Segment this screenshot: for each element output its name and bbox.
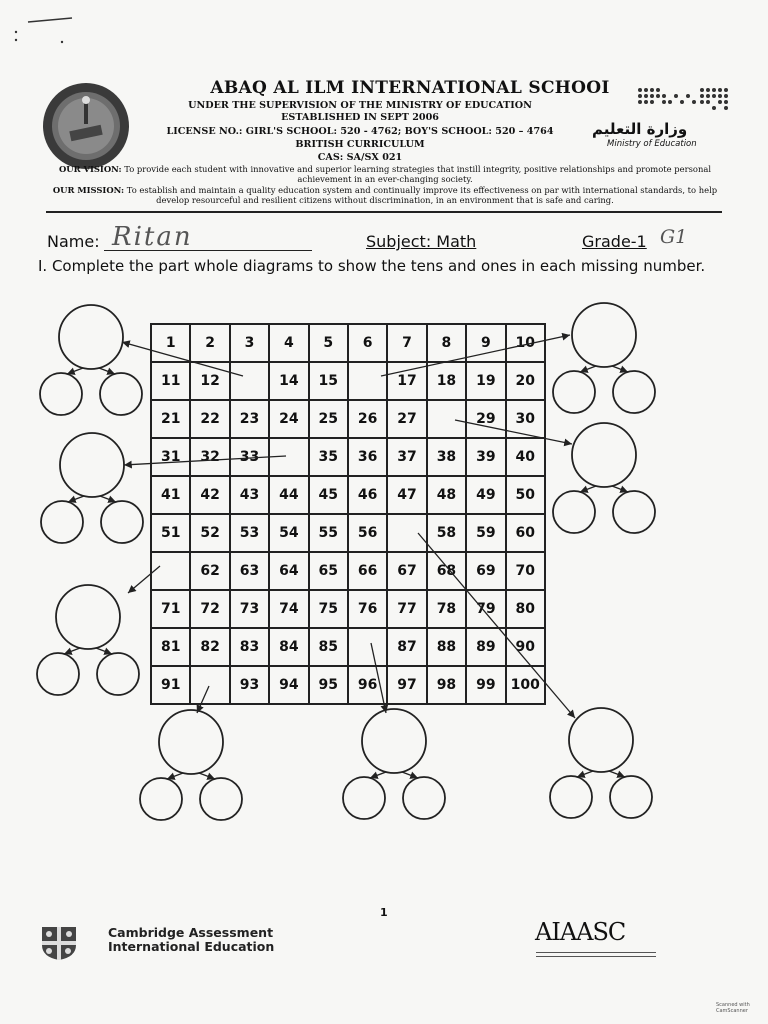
connector-arrow (371, 643, 386, 713)
branch-line-left (577, 771, 593, 777)
branch-line-left (64, 648, 80, 654)
number-cell: 2 (190, 324, 229, 362)
number-cell: 62 (190, 552, 229, 590)
connector-arrow (381, 335, 570, 376)
number-cell: 17 (387, 362, 426, 400)
number-cell: 77 (387, 590, 426, 628)
number-cell: 97 (387, 666, 426, 704)
part-whole-diagram (140, 710, 242, 820)
number-cell: 90 (506, 628, 545, 666)
number-cell: 23 (230, 400, 269, 438)
school-name: ABAQ AL ILM INTERNATIONAL SCHOOI (210, 78, 610, 98)
student-name-handwritten[interactable]: Ritan (112, 222, 193, 252)
number-cell: 68 (427, 552, 466, 590)
number-cell: 18 (427, 362, 466, 400)
branch-line-left (67, 368, 83, 374)
number-cell: 94 (269, 666, 308, 704)
connector-arrow (124, 456, 286, 465)
number-cell: 72 (190, 590, 229, 628)
number-cell: 85 (309, 628, 348, 666)
number-cell: 51 (151, 514, 190, 552)
mission-label: OUR MISSION: (52, 185, 125, 195)
number-cell: 4 (269, 324, 308, 362)
number-cell: 25 (309, 400, 348, 438)
number-cell: 63 (230, 552, 269, 590)
whole-circle[interactable] (159, 710, 223, 774)
aiaasc-logo: AIAASC (535, 918, 626, 946)
number-cell: 60 (506, 514, 545, 552)
whole-circle[interactable] (59, 305, 123, 369)
branch-line-right (612, 366, 628, 372)
branch-line-left (580, 366, 596, 372)
number-cell: 67 (387, 552, 426, 590)
number-cell: 19 (466, 362, 505, 400)
page-number: 1 (380, 906, 388, 919)
number-cell: 12 (190, 362, 229, 400)
branch-line-right (100, 496, 116, 502)
ones-part-circle[interactable] (101, 501, 143, 543)
number-cell: 80 (506, 590, 545, 628)
branch-line-right (402, 772, 418, 778)
ministry-arabic-name: وزارة التعليم (592, 120, 688, 138)
header-line-license: LICENSE NO.: GIRL'S SCHOOL: 520 - 4762; BOY'S SCHOOL: 520 – 4764 (166, 126, 554, 137)
number-cell: 41 (151, 476, 190, 514)
camscanner-badge: Scanned with CamScanner (716, 1002, 750, 1014)
branch-line-right (612, 486, 628, 492)
number-cell: 53 (230, 514, 269, 552)
connector-arrow (122, 342, 243, 376)
number-cell: 39 (466, 438, 505, 476)
number-cell: 79 (466, 590, 505, 628)
number-cell: 24 (269, 400, 308, 438)
whole-circle[interactable] (362, 709, 426, 773)
ones-part-circle[interactable] (403, 777, 445, 819)
number-cell: 38 (427, 438, 466, 476)
header-line-curriculum: BRITISH CURRICULUM (295, 139, 425, 150)
ones-part-circle[interactable] (613, 491, 655, 533)
number-cell: 81 (151, 628, 190, 666)
cambridge-line1: Cambridge Assessment (108, 925, 274, 940)
connector-arrow (455, 420, 572, 444)
connector-arrow (197, 686, 209, 713)
ministry-english-name: Ministry of Education (607, 139, 697, 149)
branch-line-left (370, 772, 386, 778)
number-cell: 54 (269, 514, 308, 552)
name-label: Name: (47, 232, 100, 251)
number-cell: 47 (387, 476, 426, 514)
number-cell: 9 (466, 324, 505, 362)
ones-part-circle[interactable] (613, 371, 655, 413)
number-cell: 10 (506, 324, 545, 362)
number-cell: 27 (387, 400, 426, 438)
branch-line-right (199, 773, 215, 779)
number-cell: 21 (151, 400, 190, 438)
number-cell: 89 (466, 628, 505, 666)
number-cell: 96 (348, 666, 387, 704)
number-cell: 46 (348, 476, 387, 514)
branch-line-left (580, 486, 596, 492)
whole-circle[interactable] (60, 433, 124, 497)
part-whole-diagram (41, 433, 143, 543)
number-cell: 100 (506, 666, 545, 704)
number-cell: 11 (151, 362, 190, 400)
tens-part-circle[interactable] (140, 778, 182, 820)
instruction-text: I. Complete the part whole diagrams to show the tens and ones in each missing number. (38, 257, 706, 275)
whole-circle[interactable] (572, 423, 636, 487)
number-cell: 22 (190, 400, 229, 438)
branch-line-right (96, 648, 112, 654)
number-cell: 14 (269, 362, 308, 400)
part-whole-diagram (40, 305, 142, 415)
number-cell: 78 (427, 590, 466, 628)
tens-part-circle[interactable] (41, 501, 83, 543)
part-whole-diagram (553, 423, 655, 533)
ones-part-circle[interactable] (610, 776, 652, 818)
number-cell: 8 (427, 324, 466, 362)
number-cell: 71 (151, 590, 190, 628)
number-cell: 73 (230, 590, 269, 628)
number-cell: 33 (230, 438, 269, 476)
number-cell: 66 (348, 552, 387, 590)
number-cell: 58 (427, 514, 466, 552)
number-cell: 56 (348, 514, 387, 552)
part-whole-diagram (550, 708, 652, 818)
number-cell: 6 (348, 324, 387, 362)
number-cell: 82 (190, 628, 229, 666)
branch-line-left (167, 773, 183, 779)
number-cell: 64 (269, 552, 308, 590)
header-line-supervision: UNDER THE SUPERVISION OF THE MINISTRY OF EDUCATION (188, 100, 532, 111)
number-cell: 87 (387, 628, 426, 666)
number-cell: 40 (506, 438, 545, 476)
part-whole-diagram (343, 709, 445, 819)
tens-part-circle[interactable] (37, 653, 79, 695)
number-cell: 37 (387, 438, 426, 476)
header-line-cas: CAS: SA/SX 021 (317, 152, 403, 163)
ones-part-circle[interactable] (200, 778, 242, 820)
part-whole-diagram (37, 585, 139, 695)
number-cell: 42 (190, 476, 229, 514)
vision-label: OUR VISION: (58, 164, 122, 174)
connector-arrow (418, 533, 575, 718)
number-cell: 99 (466, 666, 505, 704)
number-cell: 75 (309, 590, 348, 628)
number-cell: 7 (387, 324, 426, 362)
number-cell: 1 (151, 324, 190, 362)
cambridge-line2: International Education (108, 939, 275, 954)
number-cell: 32 (190, 438, 229, 476)
tens-part-circle[interactable] (553, 491, 595, 533)
number-cell: 3 (230, 324, 269, 362)
mission-text: To establish and maintain a quality education system and continually improve its effectiveness on par with international standards, to help develop resourceful and resilient citizens without discrimination, in an environment that is safe and caring. (126, 185, 718, 205)
tens-part-circle[interactable] (343, 777, 385, 819)
number-cell: 35 (309, 438, 348, 476)
number-cell: 48 (427, 476, 466, 514)
tens-part-circle[interactable] (550, 776, 592, 818)
branch-line-right (609, 771, 625, 777)
vision-text: To provide each student with innovative and superior learning strategies that instill integrity, positive relationships and promote personal achievement in an ever-changing society. (124, 164, 712, 184)
ones-part-circle[interactable] (100, 373, 142, 415)
number-cell: 36 (348, 438, 387, 476)
ones-part-circle[interactable] (97, 653, 139, 695)
part-whole-diagram (553, 303, 655, 413)
number-cell: 5 (309, 324, 348, 362)
number-cell: 31 (151, 438, 190, 476)
number-cell: 26 (348, 400, 387, 438)
number-cell: 52 (190, 514, 229, 552)
connector-arrow (128, 566, 160, 593)
branch-line-right (99, 368, 115, 374)
number-cell: 98 (427, 666, 466, 704)
whole-circle[interactable] (56, 585, 120, 649)
tens-part-circle[interactable] (40, 373, 82, 415)
header-line-established: ESTABLISHED IN SEPT 2006 (281, 112, 439, 123)
cambridge-shield-icon (40, 925, 78, 961)
number-cell: 20 (506, 362, 545, 400)
subject-label: Subject: Math (366, 232, 477, 251)
whole-circle[interactable] (572, 303, 636, 367)
number-cell: 70 (506, 552, 545, 590)
number-cell: 95 (309, 666, 348, 704)
number-cell: 84 (269, 628, 308, 666)
grade-section-handwritten[interactable]: G1 (660, 226, 688, 248)
cambridge-logo-text (108, 926, 274, 954)
number-cell: 44 (269, 476, 308, 514)
number-cell: 88 (427, 628, 466, 666)
number-cell: 65 (309, 552, 348, 590)
aiaasc-subtitle-lines (536, 950, 656, 957)
branch-line-left (68, 496, 84, 502)
number-cell: 45 (309, 476, 348, 514)
number-cell: 55 (309, 514, 348, 552)
number-cell: 15 (309, 362, 348, 400)
number-cell: 93 (230, 666, 269, 704)
number-cell: 50 (506, 476, 545, 514)
whole-circle[interactable] (569, 708, 633, 772)
number-cell: 29 (466, 400, 505, 438)
number-cell: 91 (151, 666, 190, 704)
number-cell: 74 (269, 590, 308, 628)
tens-part-circle[interactable] (553, 371, 595, 413)
number-cell: 76 (348, 590, 387, 628)
number-cell: 49 (466, 476, 505, 514)
number-cell: 59 (466, 514, 505, 552)
grade-label: Grade-1 (582, 232, 647, 251)
number-cell: 30 (506, 400, 545, 438)
number-cell: 83 (230, 628, 269, 666)
number-cell: 69 (466, 552, 505, 590)
number-cell: 43 (230, 476, 269, 514)
